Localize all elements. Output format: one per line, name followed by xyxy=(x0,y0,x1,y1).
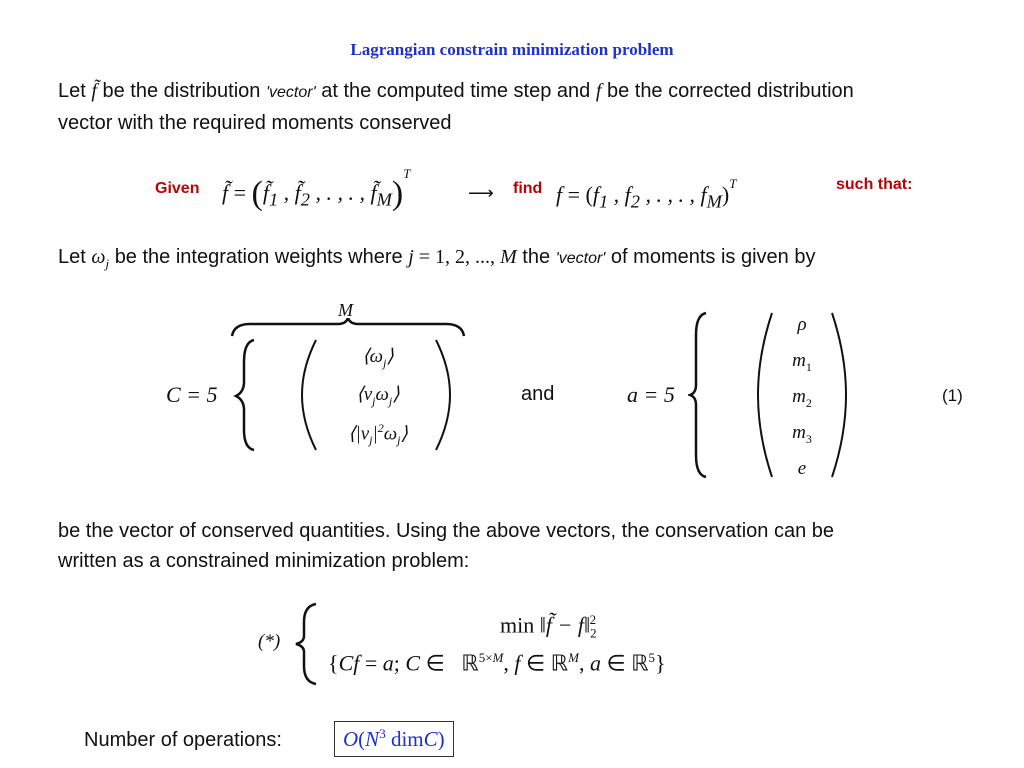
problem-brace xyxy=(292,600,322,688)
vector-word: 'vector' xyxy=(265,84,316,101)
equation-number: (1) xyxy=(942,386,963,405)
operations-complexity-box: $O(N^3$ dimC) xyxy=(334,721,454,757)
vector-a-entry-rho: ρ xyxy=(797,314,807,335)
conserved-line-1: be the vector of conserved quantities. Using the above vectors, the conservation can be xyxy=(58,520,835,542)
vector-word-2: 'vector' xyxy=(555,250,606,267)
intro-text-3: at the computed time step and xyxy=(321,80,591,102)
weights-text-3: the xyxy=(522,246,551,268)
omega-j-symbol: $\omega_j$ xyxy=(91,246,110,271)
right-arrow: ⟶ xyxy=(468,183,494,203)
a-equals-label: a = 5 xyxy=(627,382,675,407)
weights-text-1: Let xyxy=(58,246,86,268)
weights-paragraph xyxy=(58,242,978,279)
min-objective: min ‖f̃ − $f‖_2^2$ xyxy=(500,612,597,641)
slide-title: Lagrangian constrain minimization problem xyxy=(350,40,674,59)
find-label: find xyxy=(513,180,543,197)
given-label: Given xyxy=(155,180,200,197)
brace-label-m: M xyxy=(338,300,353,320)
operations-label: Number of operations: xyxy=(84,729,282,751)
vector-a-entry-m1: $m_1$ xyxy=(792,350,812,374)
weights-text-2: be the integration weights where xyxy=(114,246,403,268)
index-range: j = 1, 2, ..., M xyxy=(408,246,517,268)
conserved-paragraph xyxy=(58,516,978,576)
f-symbol: f xyxy=(595,80,602,102)
and-word: and xyxy=(521,383,555,405)
intro-text-1: Let xyxy=(58,80,86,102)
vector-a-entry-m3: $m_3$ xyxy=(792,422,812,446)
conserved-line-2: written as a constrained minimization problem: xyxy=(58,550,470,572)
vector-a-entry-e: e xyxy=(797,458,807,479)
matrix-c-entry-2: $⟨v_j\omega_j⟩$ xyxy=(356,384,400,408)
matrix-c-entry-3: $⟨|v_j|^2\omega_j⟩$ xyxy=(348,421,408,448)
f-vector: $f = (f_1$ , $f_2$ , . , . , $f_M)^T$ xyxy=(556,176,737,212)
weights-text-4: of moments is given by xyxy=(610,246,816,268)
intro-text-4: be the corrected distribution xyxy=(606,80,854,102)
intro-text-2: be the distribution xyxy=(102,80,261,102)
matrix-c-entry-1: $⟨\omega_j⟩$ xyxy=(362,346,394,370)
constraint-set: {Cf = a; C ∈ ℝ$^{5\times M}$, f ∈ ℝ$^M$, a ∈ ℝ$^5$} xyxy=(328,650,666,676)
f-tilde-symbol: f̃ xyxy=(91,80,97,102)
such-that-label: such that: xyxy=(836,176,913,193)
intro-text-line2: vector with the required moments conserved xyxy=(58,112,452,134)
f-tilde-vector: f̃ = ($f̃_1$ , $f̃_2$ , . , . , $f̃_M)^T$ xyxy=(222,166,411,212)
problem-label: (*) xyxy=(258,631,281,652)
c-equals-label: C = 5 xyxy=(166,382,218,407)
intro-paragraph xyxy=(58,76,978,138)
vector-a-entry-m2: $m_2$ xyxy=(792,386,812,410)
